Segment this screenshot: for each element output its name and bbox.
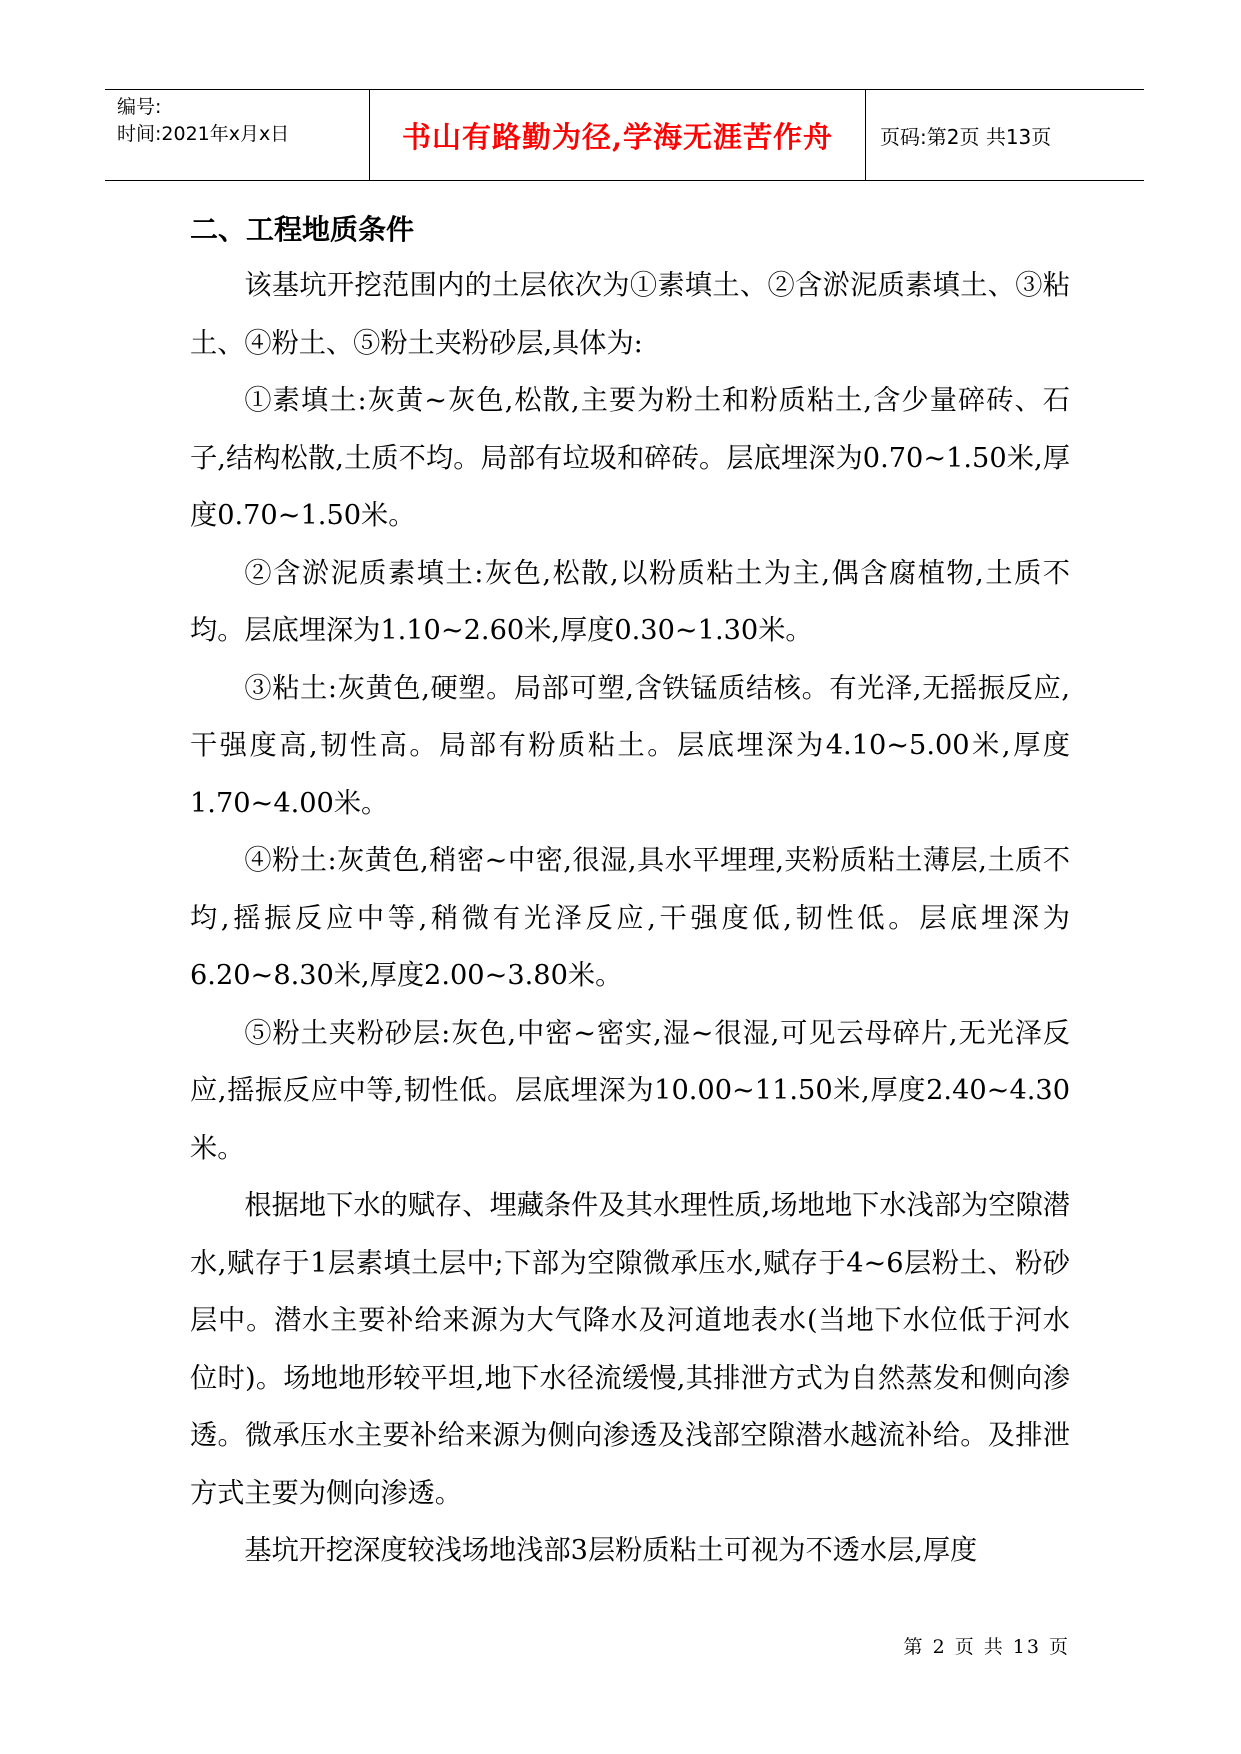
paragraph: ①素填土:灰黄~灰色,松散,主要为粉土和粉质粘土,含少量碎砖、石子,结构松散,土质不均。局部有垃圾和碎砖。层底埋深为0.70~1.50米,厚度0.70~1.50米。 — [190, 385, 1070, 531]
serial-number-label: 编号: — [117, 96, 162, 118]
paragraph: 根据地下水的赋存、埋藏条件及其水理性质,场地地下水浅部为空隙潜水,赋存于1层素填土层中;下部为空隙微承压水,赋存于4~6层粉土、粉砂层中。潜水主要补给来源为大气降水及河道地表水(当地下水位低于河水位时)。场地地形较平坦,地下水径流缓慢,其排泄方式为自然蒸发和侧向渗透。微承压水主要补给来源为侧向渗透及浅部空隙潜水越流补给。及排泄方式主要为侧向渗透。 — [190, 1190, 1070, 1509]
paragraph: ④粉土:灰黄色,稍密~中密,很湿,具水平埋理,夹粉质粘土薄层,土质不均,摇振反应中等,稍微有光泽反应,干强度低,韧性低。层底埋深为6.20~8.30米,厚度2.00~3.80米。 — [190, 845, 1070, 991]
section-title: 二、工程地质条件 — [190, 213, 415, 246]
page-header — [105, 89, 1144, 181]
paragraph: ②含淤泥质素填土:灰色,松散,以粉质粘土为主,偶含腐植物,土质不均。层底埋深为1.10~2.60米,厚度0.30~1.30米。 — [190, 557, 1070, 646]
header-motto: 书山有路勤为径,学海无涯苦作舟 — [370, 90, 866, 180]
paragraph: 该基坑开挖范围内的土层依次为①素填土、②含淤泥质素填土、③粘土、④粉土、⑤粉土夹粉砂层,具体为: — [190, 270, 1070, 359]
paragraph: ⑤粉土夹粉砂层:灰色,中密~密实,湿~很湿,可见云母碎片,无光泽反应,摇振反应中等,韧性低。层底埋深为10.00~11.50米,厚度2.40~4.30米。 — [190, 1017, 1070, 1164]
paragraph: ③粘土:灰黄色,硬塑。局部可塑,含铁锰质结核。有光泽,无摇振反应,干强度高,韧性高。局部有粉质粘土。层底埋深为4.10~5.00米,厚度1.70~4.00米。 — [190, 672, 1070, 819]
header-meta — [105, 90, 370, 180]
time-label: 时间:2021年x月x日 — [117, 123, 290, 145]
document-body — [190, 205, 1070, 1580]
paragraph: 基坑开挖深度较浅场地浅部3层粉质粘土可视为不透水层,厚度 — [244, 1535, 978, 1566]
header-page-info: 页码:第2页 共13页 — [880, 124, 1052, 149]
page-footer: 第 2 页 共 13 页 — [903, 1636, 1070, 1658]
